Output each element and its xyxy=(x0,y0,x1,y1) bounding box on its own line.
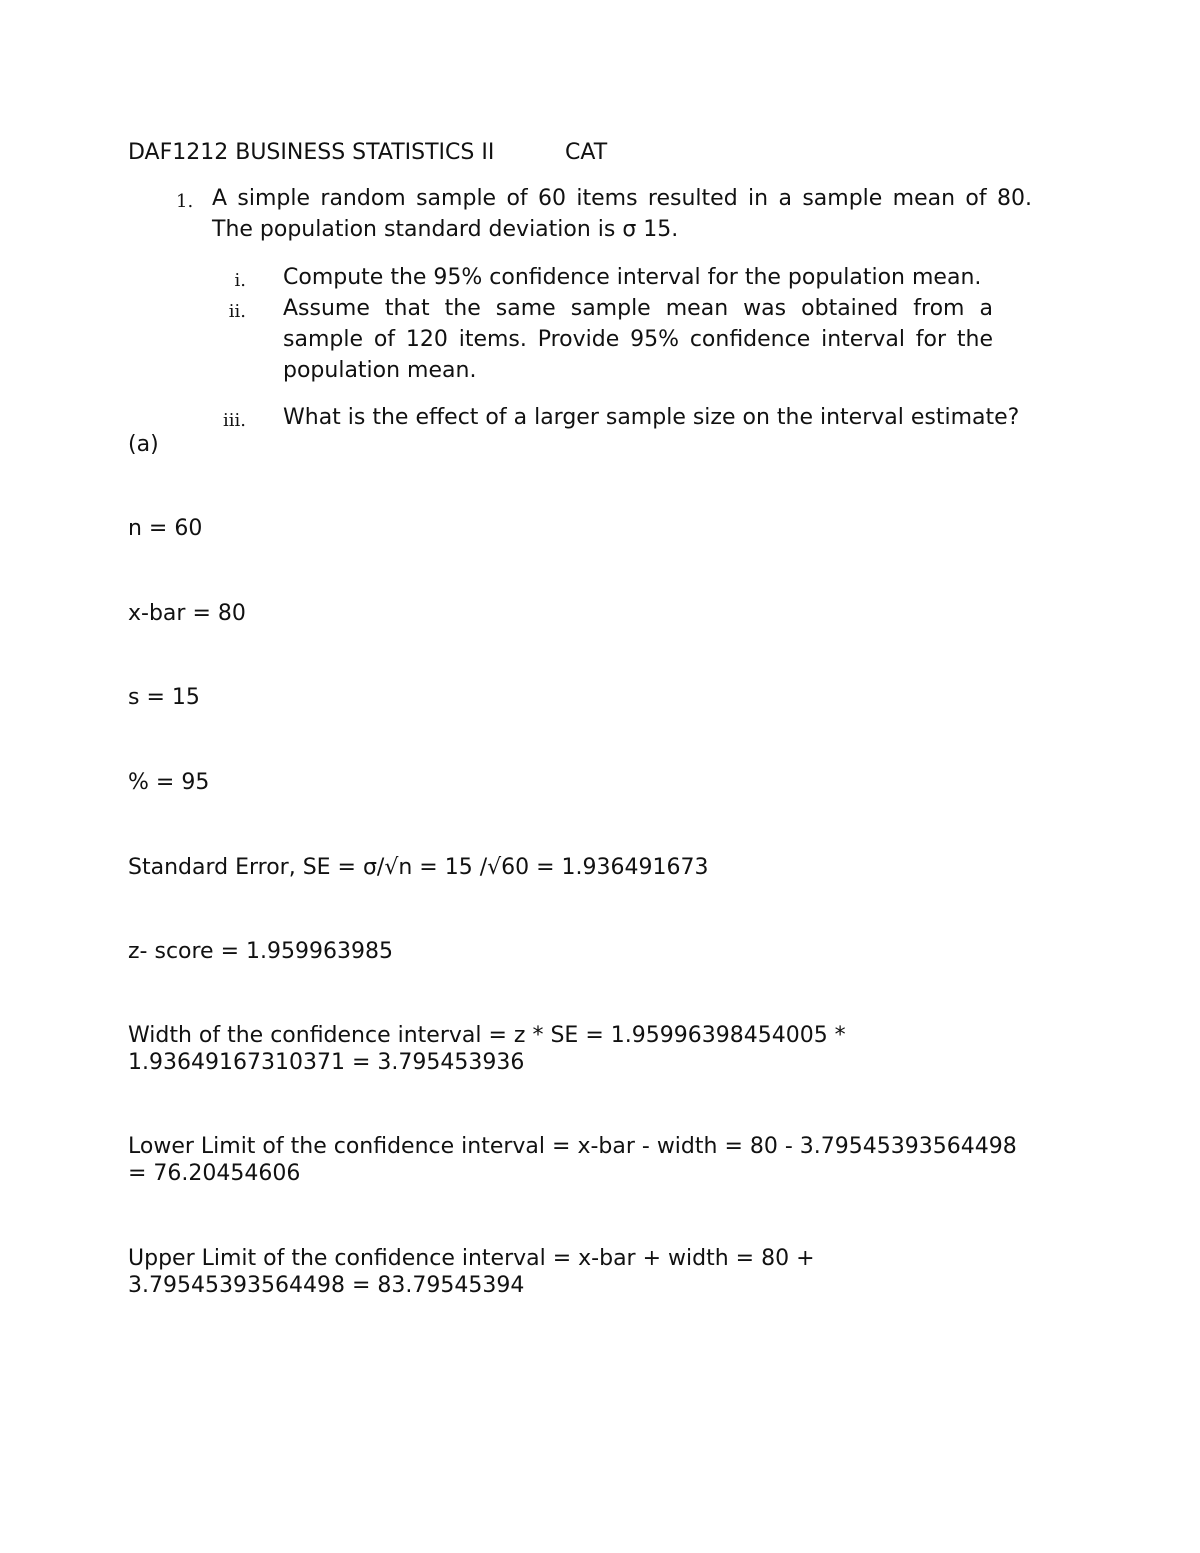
answer-interval-width-line2: 1.93649167310371 = 3.795453936 xyxy=(128,1050,525,1075)
subpart-text-i: Compute the 95% confidence interval for the population mean. xyxy=(283,265,982,290)
subpart-numeral-iii: iii. xyxy=(223,410,246,431)
answer-lower-limit-line2: = 76.20454606 xyxy=(128,1161,301,1186)
document-title: DAF1212 BUSINESS STATISTICS II xyxy=(128,140,495,165)
answer-sample-size: n = 60 xyxy=(128,516,203,541)
subpart-text-ii: Assume that the same sample mean was obtained from a sample of 120 items. Provide 95% confidence interval for the population mean. xyxy=(283,296,993,383)
question-number: 1. xyxy=(176,191,194,212)
answer-upper-limit-line2: 3.79545393564498 = 83.79545394 xyxy=(128,1273,525,1298)
subpart-numeral-i: i. xyxy=(234,270,246,291)
question-text: A simple random sample of 60 items resulted in a sample mean of 80. The population standard deviation is σ 15. xyxy=(212,186,1032,242)
answer-std-dev: s = 15 xyxy=(128,685,200,710)
answer-lower-limit xyxy=(128,1133,1017,1187)
subpart-numeral-ii: ii. xyxy=(228,301,246,322)
answer-z-score: z- score = 1.959963985 xyxy=(128,939,393,964)
document-tag: CAT xyxy=(565,140,608,165)
answer-upper-limit xyxy=(128,1245,815,1299)
answer-lower-limit-line1: Lower Limit of the confidence interval = x-bar - width = 80 - 3.79545393564498 xyxy=(128,1134,1017,1159)
answer-interval-width xyxy=(128,1022,846,1076)
answer-interval-width-line1: Width of the confidence interval = z * SE = 1.95996398454005 * xyxy=(128,1023,846,1048)
answer-upper-limit-line1: Upper Limit of the confidence interval = x-bar + width = 80 + xyxy=(128,1246,815,1271)
answer-label: (a) xyxy=(128,432,159,457)
answer-confidence-level: % = 95 xyxy=(128,770,210,795)
subpart-text-iii: What is the effect of a larger sample size on the interval estimate? xyxy=(283,405,1020,430)
answer-standard-error: Standard Error, SE = σ/√n = 15 /√60 = 1.936491673 xyxy=(128,855,709,880)
answer-sample-mean: x-bar = 80 xyxy=(128,601,246,626)
